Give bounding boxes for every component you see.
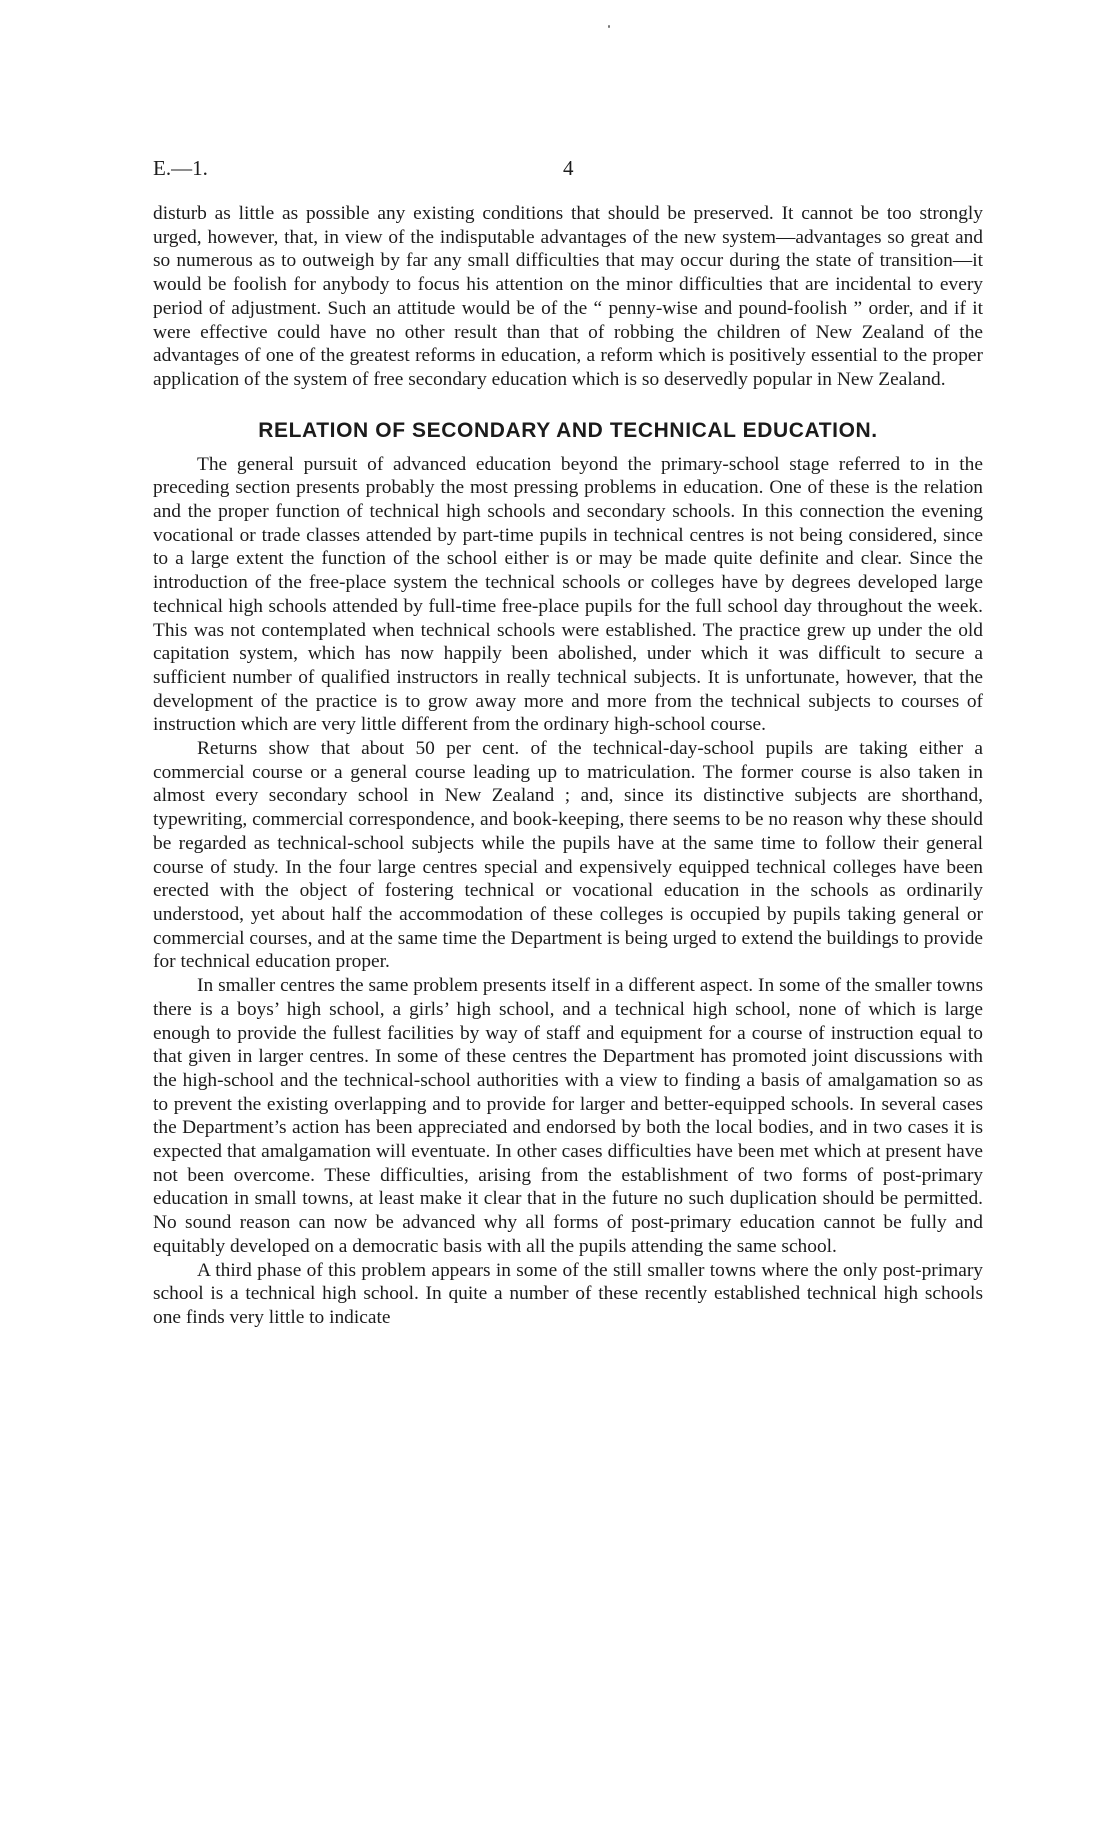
document-reference: E.—1. <box>153 156 208 180</box>
continued-paragraph: disturb as little as possible any existing conditions that should be preserved. It cannot be too strongly urged, however, that, in view of the indisputable advantages of the new system—advantages so great and so numerous as to outweigh by far any small difficulties that may occur during the state of transition—it would be foolish for anybody to focus his attention on the minor difficulties that are incidental to every period of adjustment. Such an attitude would be of the “ penny-wise and pound-foolish ” order, and if it were effective could have no other result than that of robbing the children of New Zealand of the advantages of one of the greatest reforms in education, a reform which is positively essential to the proper application of the system of free secondary education which is so deservedly popular in New Zealand. <box>153 203 983 390</box>
scan-speck <box>608 25 610 28</box>
paragraph: Returns show that about 50 per cent. of the technical-day-school pupils are taking either a commercial course or a general course leading up to matriculation. The former course is also taken in almost every secondary school in New Zealand ; and, since its distinctive subjects are shorthand, typewriting, commercial correspondence, and book-keeping, there seems to be no reason why these should be regarded as technical-school subjects while the pupils have at the same time to follow their general course of study. In the four large centres special and expensively equipped technical colleges have been erected with the object of fostering technical or vocational education in the schools as ordinarily understood, yet about half the accommodation of these colleges is occupied by pupils taking general or commercial courses, and at the same time the Department is being urged to extend the buildings to provide for technical education proper. <box>153 738 983 973</box>
paragraph: In smaller centres the same problem presents itself in a different aspect. In some of the smaller towns there is a boys’ high school, a girls’ high school, and a technical high school, none of which is large enough to provide the fullest facilities by way of staff and equipment for a course of instruction equal to that given in larger centres. In some of these centres the Department has promoted joint discussions with the high-school and the technical-school authorities with a view to finding a basis of amalgamation so as to prevent the existing overlapping and to provide for larger and better-equipped schools. In several cases the Department’s action has been appreciated and endorsed by both the local bodies, and in two cases it is expected that amalgamation will eventuate. In other cases difficulties have been met which at present have not been overcome. These difficulties, arising from the establishment of two forms of post-primary education in small towns, at least make it clear that in the future no such duplication should be permitted. No sound reason can now be advanced why all forms of post-primary education cannot be fully and equitably developed on a democratic basis with all the pupils attending the same school. <box>153 975 983 1257</box>
section-heading: RELATION OF SECONDARY AND TECHNICAL EDUCATION. <box>258 418 878 442</box>
page-header <box>153 156 983 186</box>
paragraph: A third phase of this problem appears in some of the still smaller towns where the only post-primary school is a technical high school. In quite a number of these recently established technical high schools one finds very little to indicate <box>153 1259 983 1328</box>
page-body <box>153 202 983 1330</box>
paragraph: The general pursuit of advanced education beyond the primary-school stage referred to in the preceding section presents probably the most pressing problems in education. One of these is the relation and the proper function of technical high schools and secondary schools. In this connection the evening vocational or trade classes attended by part-time pupils in technical centres is not being considered, since to a large extent the function of the school either is or may be made quite definite and clear. Since the introduction of the free-place system the technical schools or colleges have by degrees developed large technical high schools attended by full-time free-place pupils for the full school day throughout the week. This was not contemplated when technical schools were established. The practice grew up under the old capitation system, which has now happily been abolished, under which it was difficult to secure a sufficient number of qualified instructors in really technical subjects. It is unfortunate, however, that the development of the practice is to grow away more and more from the technical subjects to courses of instruction which are very little different from the ordinary high-school course. <box>153 453 983 736</box>
page-number: 4 <box>563 156 574 180</box>
